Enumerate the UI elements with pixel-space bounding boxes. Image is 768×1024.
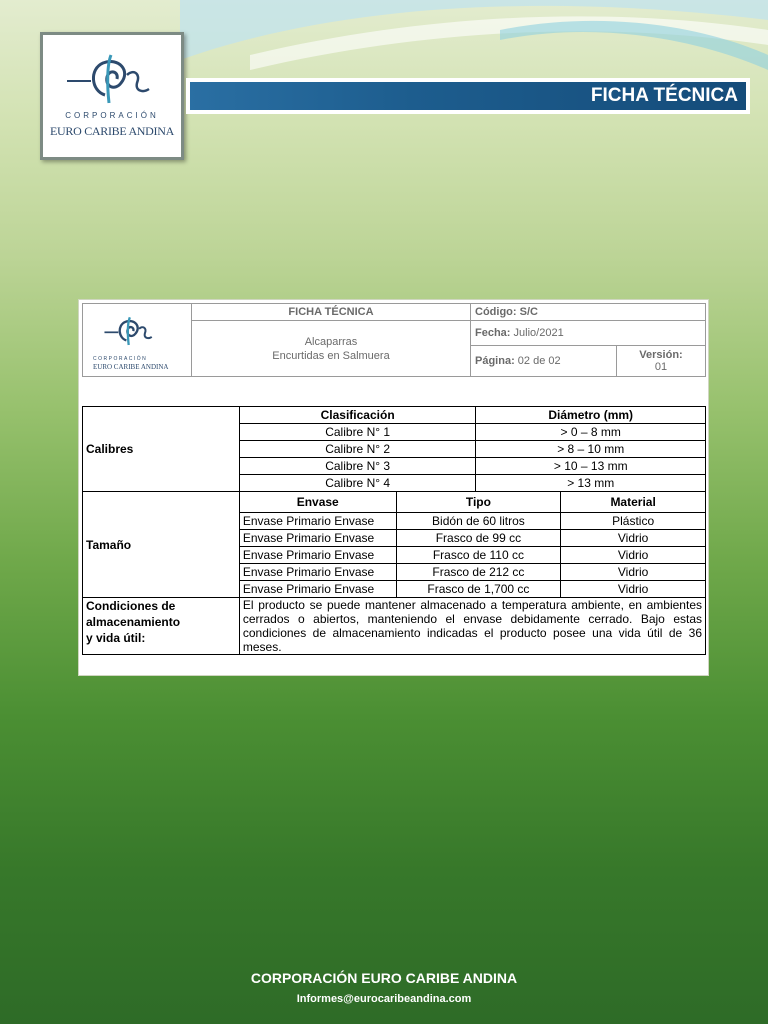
doc-product-line1: Alcaparras [304,335,358,348]
mini-logo-name: EURO CARIBE ANDINA [93,363,169,371]
tipo-cell: Frasco de 110 cc [396,547,561,564]
company-logo [40,32,184,160]
tamano-col-tipo: Tipo [396,492,561,513]
envase-cell: Envase Primario Envase [239,547,396,564]
technical-sheet-document [78,299,709,676]
doc-date-value: Julio/2021 [513,327,564,339]
title-banner [186,78,750,114]
doc-header-title: FICHA TÉCNICA [192,304,471,321]
material-cell: Plástico [561,513,706,530]
doc-version-value: 01 [654,361,668,373]
doc-page-value: 02 de 02 [517,355,561,367]
doc-date-label: Fecha: [475,327,511,339]
doc-page-cell [471,346,617,377]
doc-version-cell [617,346,706,377]
condiciones-label [83,598,240,655]
doc-product-cell [192,321,471,377]
tamano-label: Tamaño [83,492,240,598]
envase-cell: Envase Primario Envase [239,581,396,598]
calibres-col-classification: Clasificación [239,407,476,424]
doc-date-cell [471,321,706,346]
mini-logo-icon [101,308,161,352]
condiciones-label-line1: Condiciones de [86,599,176,613]
tipo-cell: Frasco de 99 cc [396,530,561,547]
doc-code-cell [471,304,706,321]
mini-logo-corporacion: CORPORACIÓN [93,356,148,362]
calibre-name: Calibre N° 2 [239,441,476,458]
calibre-name: Calibre N° 3 [239,458,476,475]
material-cell: Vidrio [561,530,706,547]
footer-email-link[interactable]: Informes@eurocaribeandina.com [296,993,472,1005]
calibre-diameter: > 10 – 13 mm [476,458,706,475]
material-cell: Vidrio [561,581,706,598]
document-header-table [82,303,706,377]
calibre-name: Calibre N° 1 [239,424,476,441]
calibre-diameter: > 8 – 10 mm [476,441,706,458]
page-title: FICHA TÉCNICA [590,85,738,106]
tamano-col-material: Material [561,492,706,513]
spec-table [82,406,706,655]
doc-page-label: Página: [475,355,515,367]
tamano-col-envase: Envase [239,492,396,513]
logo-company-name: EURO CARIBE ANDINA [50,124,174,138]
envase-cell: Envase Primario Envase [239,513,396,530]
logo-corporacion-text: CORPORACIÓN [65,111,159,120]
header-logo-cell [83,304,192,377]
doc-version-label: Versión: [639,349,683,361]
doc-product-line2: Encurtidas en Salmuera [272,349,390,362]
envase-cell: Envase Primario Envase [239,530,396,547]
doc-code-label: Código: [475,306,517,318]
condiciones-label-line2: almacenamiento [86,615,181,629]
condiciones-text: El producto se puede mantener almacenado a temperatura ambiente, en ambientes cerrados o abiertos, manteniendo el envase debidamente cerrado. Bajo estas condiciones de almacenamiento indicadas el producto posee una vida útil de 36 meses. [239,598,705,655]
material-cell: Vidrio [561,564,706,581]
calibre-name: Calibre N° 4 [239,475,476,492]
material-cell: Vidrio [561,547,706,564]
tipo-cell: Frasco de 212 cc [396,564,561,581]
tipo-cell: Frasco de 1,700 cc [396,581,561,598]
envase-cell: Envase Primario Envase [239,564,396,581]
calibres-label: Calibres [83,407,240,492]
calibre-diameter: > 0 – 8 mm [476,424,706,441]
logo-swirl-icon [61,45,165,109]
tipo-cell: Bidón de 60 litros [396,513,561,530]
footer-company-name: CORPORACIÓN EURO CARIBE ANDINA [250,970,518,986]
calibres-col-diameter: Diámetro (mm) [476,407,706,424]
calibre-diameter: > 13 mm [476,475,706,492]
condiciones-label-line3: y vida útil: [86,631,146,645]
doc-code-value: S/C [519,306,538,318]
